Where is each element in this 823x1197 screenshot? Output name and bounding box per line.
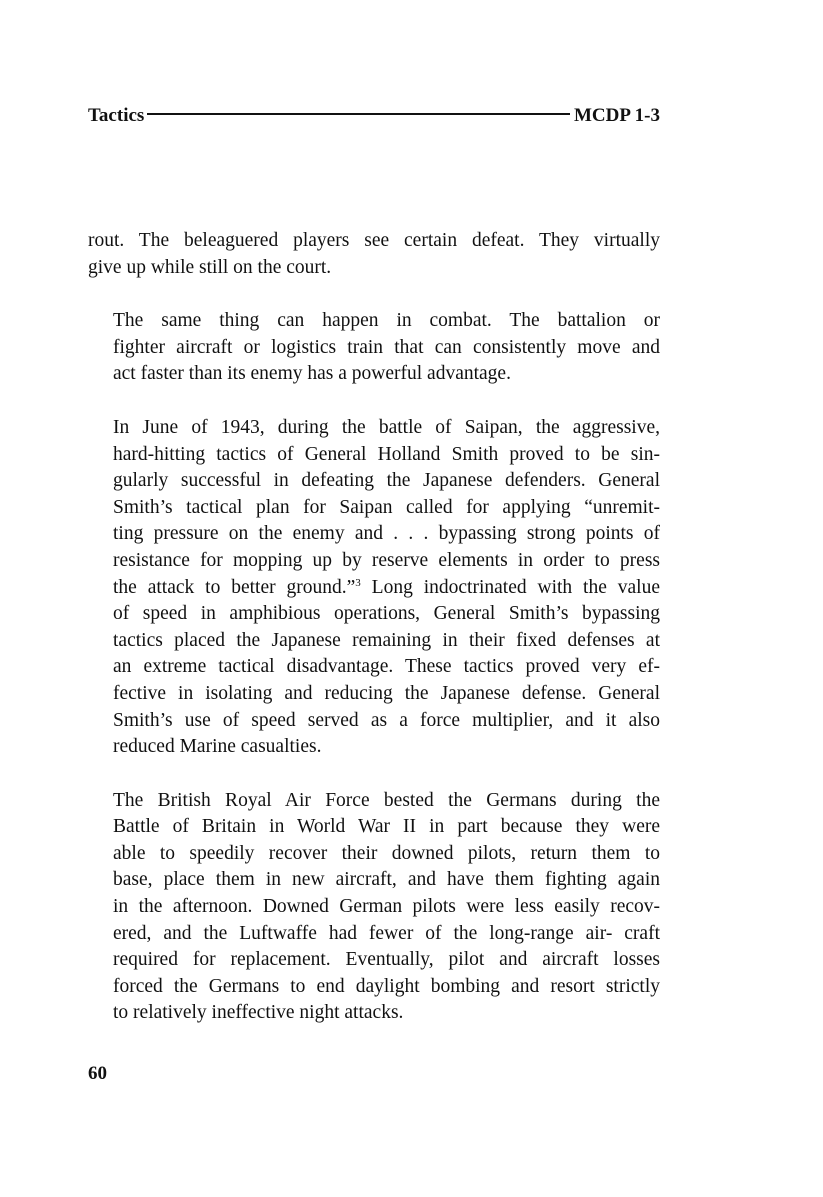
text-line: fighter aircraft or logistics train that can consistently move and: [113, 336, 660, 358]
text-line: act faster than its enemy has a powerful advantage.: [113, 363, 511, 385]
paragraph-1: [88, 228, 660, 281]
text-line: Smith’s tactical plan for Saipan called for applying “unremit-: [113, 496, 660, 518]
text-line: in the afternoon. Downed German pilots were less easily recov-: [113, 896, 660, 918]
text-line: The same thing can happen in combat. The battalion or: [113, 310, 660, 332]
header-rule: [147, 113, 570, 115]
text-line: gularly successful in defeating the Japanese defenders. General: [113, 470, 660, 492]
footnote-reference[interactable]: 3: [355, 576, 361, 589]
quote-end: the attack to better ground.”: [113, 576, 356, 598]
header-publication-id: MCDP 1-3: [573, 105, 660, 126]
text-line: an extreme tactical disadvantage. These tactics proved very ef-: [113, 656, 660, 678]
text-line: tactics placed the Japanese remaining in their fixed defenses at: [113, 629, 660, 651]
text-line: to relatively ineffective night attacks.: [113, 1002, 404, 1024]
text-line: give up while still on the court.: [88, 256, 332, 278]
running-header: [88, 104, 660, 128]
text-line: forced the Germans to end daylight bombing and resort strictly: [113, 975, 660, 997]
text-line: resistance for mopping up by reserve elements in order to press: [113, 549, 660, 571]
text-line: Smith’s use of speed served as a force multiplier, and it also: [113, 709, 660, 731]
text-line: hard-hitting tactics of General Holland Smith proved to be sin-: [113, 443, 660, 465]
text-line: reduced Marine casualties.: [113, 736, 322, 758]
text-line: rout. The beleaguered players see certain defeat. They virtually: [88, 230, 660, 251]
sentence-start: Long indoctrinated with the value: [360, 576, 660, 598]
text-line: required for replacement. Eventually, pilot and aircraft losses: [113, 949, 660, 971]
text-line: able to speedily recover their downed pilots, return them to: [113, 842, 660, 864]
text-line: ting pressure on the enemy and . . . bypassing strong points of: [113, 523, 660, 545]
paragraph-3: [88, 415, 660, 761]
text-line: In June of 1943, during the battle of Saipan, the aggressive,: [113, 416, 660, 438]
text-line: The British Royal Air Force bested the Germans during the: [113, 789, 660, 811]
text-line-with-footnote: [88, 575, 660, 602]
header-chapter-title: Tactics: [88, 105, 145, 126]
paragraph-4: [88, 788, 660, 1027]
text-line: base, place them in new aircraft, and have them fighting again: [113, 869, 660, 891]
page-number: 60: [88, 1063, 107, 1084]
paragraph-2: [88, 308, 660, 388]
book-page: [88, 0, 660, 1197]
text-line: ered, and the Luftwaffe had fewer of the long-range air- craft: [113, 922, 660, 944]
text-line: Battle of Britain in World War II in part because they were: [113, 816, 660, 838]
text-line: of speed in amphibious operations, General Smith’s bypassing: [113, 603, 660, 625]
text-line: fective in isolating and reducing the Japanese defense. General: [113, 682, 660, 704]
body-text: [88, 228, 660, 1054]
